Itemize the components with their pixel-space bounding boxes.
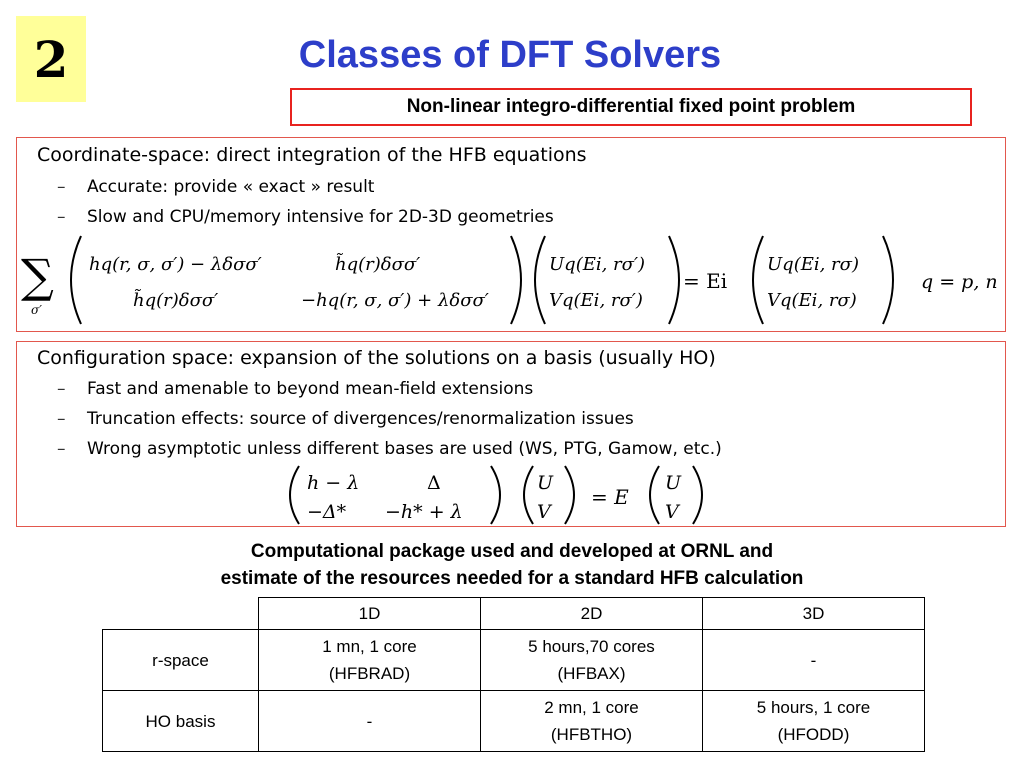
dash-icon: – bbox=[57, 207, 66, 227]
rhs-left-paren bbox=[753, 236, 763, 324]
matrix-cell-11: h − λ bbox=[307, 472, 360, 494]
table-cell bbox=[703, 691, 925, 752]
rhs-factor: = E bbox=[591, 485, 629, 509]
row-label: HO basis bbox=[103, 691, 259, 752]
vector-cell-1: Uq(Ei, rσ′) bbox=[549, 254, 646, 275]
caption-line-1: Computational package used and developed at ORNL and bbox=[250, 541, 774, 562]
matrix-cell-22: −hq(r, σ, σ′) + λδσσ′ bbox=[301, 290, 489, 311]
column-header-3d: 3D bbox=[703, 598, 925, 630]
summation-icon: ∑ bbox=[21, 249, 54, 303]
vector-cell-2: V bbox=[537, 501, 551, 523]
table-corner bbox=[103, 598, 259, 630]
hfb-equation bbox=[17, 230, 1005, 330]
table-row bbox=[103, 691, 925, 752]
table-cell bbox=[703, 630, 925, 691]
cell-line-2: (HFBTHO) bbox=[550, 725, 633, 744]
bullet-text: Truncation effects: source of divergences/renormalization issues bbox=[87, 409, 634, 429]
matrix-right-paren bbox=[491, 466, 500, 524]
rhs-cell-1: U bbox=[665, 472, 682, 494]
column-header-2d: 2D bbox=[481, 598, 703, 630]
dash-icon: – bbox=[57, 439, 66, 459]
dash-icon: – bbox=[57, 177, 66, 197]
column-header-1d: 1D bbox=[259, 598, 481, 630]
matrix-cell-21: −Δ* bbox=[307, 501, 347, 523]
isospin-label: q = p, n bbox=[921, 271, 998, 293]
row-label: r-space bbox=[103, 630, 259, 691]
summation-index: σ′ bbox=[31, 303, 42, 317]
rhs-factor: = Ei bbox=[683, 269, 728, 293]
coordinate-space-heading: Coordinate-space: direct integration of the HFB equations bbox=[37, 144, 587, 166]
vector-cell-1: U bbox=[537, 472, 554, 494]
cell-line-2: (HFBRAD) bbox=[328, 664, 411, 683]
bullet-text: Accurate: provide « exact » result bbox=[87, 177, 375, 197]
matrix-right-paren bbox=[511, 236, 521, 324]
vector-left-paren bbox=[524, 466, 533, 524]
bullet-text: Fast and amenable to beyond mean-field extensions bbox=[87, 379, 534, 399]
table-cell bbox=[259, 630, 481, 691]
bullet-text: Slow and CPU/memory intensive for 2D-3D geometries bbox=[87, 207, 554, 227]
matrix-left-paren bbox=[71, 236, 81, 324]
configuration-bullet-2 bbox=[57, 409, 634, 429]
table-cell bbox=[481, 630, 703, 691]
cell-line-1: 5 hours, 1 core bbox=[756, 698, 871, 717]
rhs-right-paren bbox=[883, 236, 893, 324]
resources-table bbox=[102, 597, 925, 752]
configuration-space-heading: Configuration space: expansion of the solutions on a basis (usually HO) bbox=[37, 347, 716, 369]
subtitle-text: Non-linear integro-differential fixed point problem bbox=[406, 96, 856, 117]
matrix-cell-21: h̃q(r)δσσ′ bbox=[133, 290, 219, 311]
rhs-cell-1: Uq(Ei, rσ) bbox=[767, 254, 859, 275]
cell-line-1: 1 mn, 1 core bbox=[322, 637, 417, 656]
dash-icon: – bbox=[57, 409, 66, 429]
matrix-cell-11: hq(r, σ, σ′) − λδσσ′ bbox=[89, 254, 262, 275]
coordinate-bullet-1 bbox=[57, 177, 374, 197]
slide-title: Classes of DFT Solvers bbox=[298, 34, 722, 76]
cell-line-1: - bbox=[366, 711, 373, 731]
cell-line-1: 5 hours,70 cores bbox=[528, 637, 655, 656]
configuration-space-panel bbox=[16, 341, 1006, 527]
rhs-cell-2: V bbox=[665, 501, 679, 523]
bullet-text: Wrong asymptotic unless different bases are used (WS, PTG, Gamow, etc.) bbox=[87, 439, 722, 459]
coordinate-bullet-2 bbox=[57, 207, 554, 227]
caption-line-2: estimate of the resources needed for a standard HFB calculation bbox=[220, 568, 804, 589]
coordinate-space-panel bbox=[16, 137, 1006, 332]
rhs-cell-2: Vq(Ei, rσ) bbox=[767, 290, 857, 311]
matrix-cell-22: −h* + λ bbox=[385, 501, 463, 523]
cell-line-1: 2 mn, 1 core bbox=[544, 698, 639, 717]
configuration-bullet-3 bbox=[57, 439, 722, 459]
configuration-bullet-1 bbox=[57, 379, 533, 399]
vector-right-paren bbox=[669, 236, 679, 324]
dash-icon: – bbox=[57, 379, 66, 399]
table-cell bbox=[481, 691, 703, 752]
vector-left-paren bbox=[535, 236, 545, 324]
matrix-cell-12: h̃q(r)δσσ′ bbox=[335, 254, 421, 275]
cell-line-1: - bbox=[810, 650, 817, 670]
table-row bbox=[103, 630, 925, 691]
vector-cell-2: Vq(Ei, rσ′) bbox=[549, 290, 643, 311]
rhs-right-paren bbox=[693, 466, 702, 524]
slide-number: 2 bbox=[33, 29, 69, 89]
cell-line-2: (HFODD) bbox=[777, 725, 850, 744]
cell-line-2: (HFBAX) bbox=[557, 664, 626, 683]
rhs-left-paren bbox=[650, 466, 659, 524]
ho-equation bbox=[17, 462, 1005, 527]
slide-number-badge bbox=[16, 16, 86, 102]
matrix-cell-12: Δ bbox=[427, 472, 441, 494]
table-header-row bbox=[103, 598, 925, 630]
table-cell bbox=[259, 691, 481, 752]
matrix-left-paren bbox=[290, 466, 299, 524]
vector-right-paren bbox=[565, 466, 574, 524]
subtitle-box bbox=[290, 88, 972, 126]
